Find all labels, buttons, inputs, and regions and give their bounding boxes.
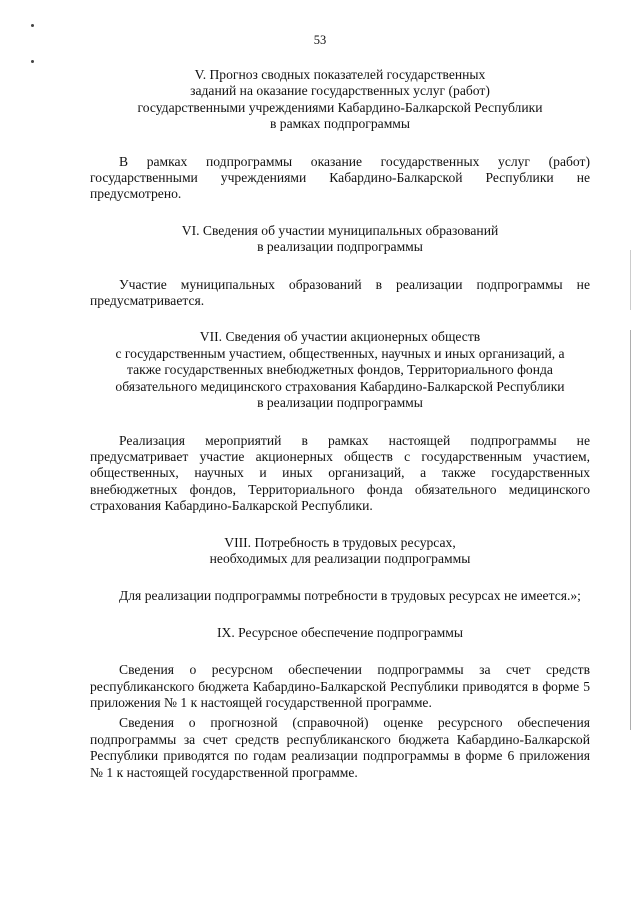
scan-edge-line [630,330,631,730]
heading-line: в реализации подпрограммы [257,395,423,411]
heading-line: обязательного медицинского страхования Кабардино-Балкарской Республики [115,378,565,394]
heading-line: IX. Ресурсное обеспечение подпрограммы [216,624,463,640]
section-5-text: В рамках подпрограммы оказание государственных услуг (работ) государственными учреждениями Кабардино-Балкарской Республики не предусмотрено. [90,153,590,202]
heading-line: в реализации подпрограммы [257,239,423,255]
heading-line: государственными учреждениями Кабардино-Балкарской Республики [137,99,543,115]
section-6-heading [90,223,590,256]
section-9-heading [90,625,590,641]
document-body [90,67,590,781]
section-9-text-1: Сведения о ресурсном обеспечении подпрограммы за счет средств республиканского бюджета Кабардино-Балкарской Республики приводятся в форме 5 приложения № 1 к настоящей государственной программе. [90,662,590,710]
scan-edge-line [630,250,631,310]
section-7-text: Реализация мероприятий в рамках настоящей подпрограммы не предусматривает участие акционерных обществ с государственным участием, общественных, научных и иных организаций, а также государственных внебюджетных фондов, Территориального фонда обязательного медицинского страхования Кабардино-Балкарской Республики. [90,432,590,514]
section-8-heading [90,535,590,568]
section-9-text-2: Сведения о прогнозной (справочной) оценке ресурсного обеспечения подпрограммы за счет средств республиканского бюджета Кабардино-Балкарской Республики приводятся по годам реализации подпрограммы в форме 6 приложения № 1 к настоящей государственной программе. [90,715,590,780]
page-number: 53 [313,33,327,47]
section-5-heading [90,67,590,133]
heading-line: заданий на оказание государственных услуг (работ) [190,83,490,99]
section-7-heading [90,329,590,411]
heading-line: VII. Сведения об участии акционерных обществ [199,329,481,345]
scan-dot-mark [31,60,34,63]
section-6-text: Участие муниципальных образований в реализации подпрограммы не предусматривается. [90,276,590,309]
heading-line: с государственным участием, общественных, научных и иных организаций, а [115,345,565,361]
heading-line: также государственных внебюджетных фондов, Территориального фонда [127,362,553,378]
heading-line: необходимых для реализации подпрограммы [209,550,471,566]
section-8-text: Для реализации подпрограммы потребности в трудовых ресурсах не имеется.»; [119,588,581,604]
heading-line: V. Прогноз сводных показателей государственных [194,67,486,82]
heading-line: VI. Сведения об участии муниципальных образований [181,222,499,238]
heading-line: в рамках подпрограммы [269,116,411,132]
heading-line: VIII. Потребность в трудовых ресурсах, [224,534,456,550]
scan-dot-mark [31,24,34,27]
